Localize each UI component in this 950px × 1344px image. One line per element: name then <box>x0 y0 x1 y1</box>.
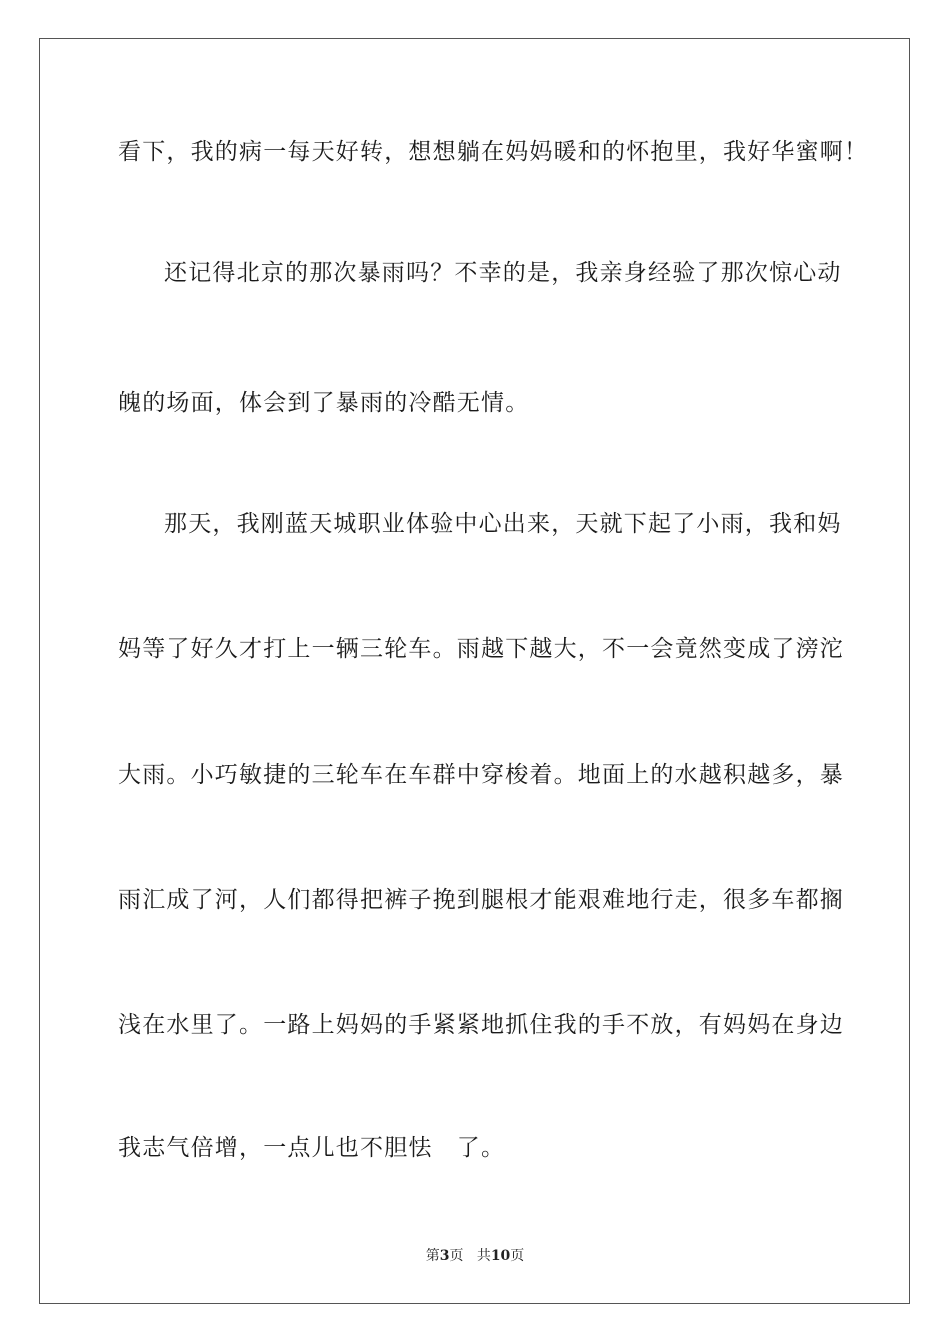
text-line-6: 大雨。小巧敏捷的三轮车在车群中穿梭着。地面上的水越积越多，暴 <box>118 762 844 788</box>
total-pages: 10 <box>490 1248 511 1264</box>
total-prefix: 共 <box>476 1248 491 1264</box>
page-footer <box>0 1247 950 1265</box>
text-line-8: 浅在水里了。一路上妈妈的手紧紧地抓住我的手不放，有妈妈在身边 <box>118 1012 844 1038</box>
page-prefix: 第 <box>425 1248 440 1264</box>
page-number: 3 <box>439 1248 450 1264</box>
text-line-9: 我志气倍增，一点儿也不胆怯 了。 <box>118 1135 506 1161</box>
total-suffix: 页 <box>510 1248 525 1264</box>
page-suffix: 页 <box>449 1248 464 1264</box>
text-line-5: 妈等了好久才打上一辆三轮车。雨越下越大，不一会竟然变成了滂沱 <box>118 636 844 662</box>
text-line-3: 魄的场面，体会到了暴雨的冷酷无情。 <box>118 390 530 416</box>
text-line-1: 看下，我的病一每天好转，想想躺在妈妈暖和的怀抱里，我好华蜜啊！ <box>118 139 869 165</box>
page-border <box>39 38 910 1304</box>
text-line-7: 雨汇成了河，人们都得把裤子挽到腿根才能艰难地行走，很多车都搁 <box>118 887 844 913</box>
text-line-4: 那天，我刚蓝天城职业体验中心出来，天就下起了小雨，我和妈 <box>164 511 842 537</box>
text-line-2: 还记得北京的那次暴雨吗？不幸的是，我亲身经验了那次惊心动 <box>164 260 842 286</box>
